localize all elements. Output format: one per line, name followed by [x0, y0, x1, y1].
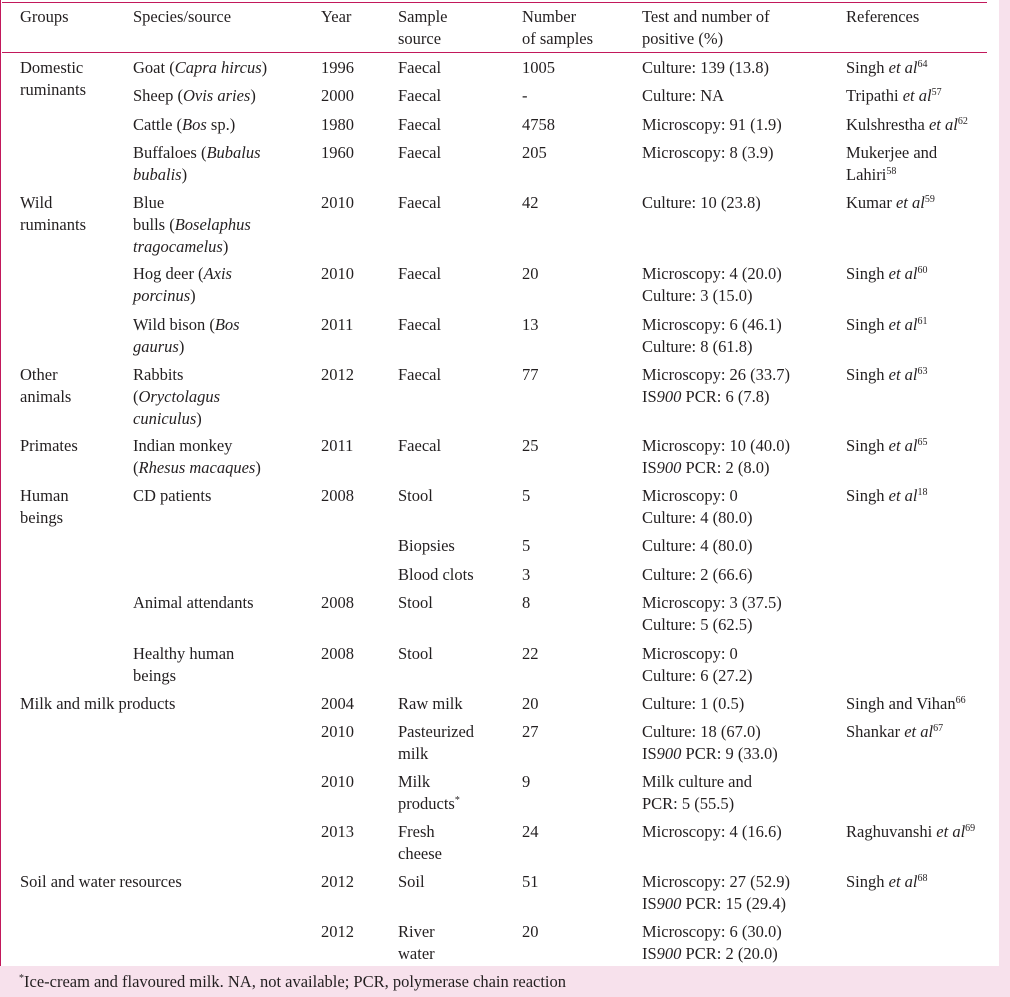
- reference-author: Tripathi: [846, 86, 899, 105]
- sample-source-text: Faecal: [398, 264, 442, 283]
- species-common-name: Indian monkey (: [133, 436, 233, 477]
- species-common-name: Sheep (: [133, 86, 183, 105]
- is900-number: 900: [656, 894, 682, 913]
- species-common-name: ): [261, 58, 268, 77]
- group-label: Milk and milk products: [20, 694, 176, 713]
- sample-source-cell: [398, 435, 441, 457]
- is900-number: 900: [656, 944, 682, 963]
- reference-number: 66: [955, 695, 966, 706]
- sample-source-text: Fresh cheese: [398, 822, 442, 863]
- test-result-cell: Microscopy: 26 (33.7) IS900 PCR: 6 (7.8): [642, 365, 791, 406]
- year-cell: 2010: [321, 264, 354, 283]
- sample-source-text: Milk products: [398, 772, 455, 813]
- reference-cell: [846, 364, 928, 386]
- reference-et-al: et al: [932, 822, 966, 841]
- reference-number: 65: [917, 437, 928, 448]
- is900-number: 900: [656, 458, 682, 477]
- reference-number: 64: [917, 59, 928, 70]
- species-common-name: Buffaloes (: [133, 143, 207, 162]
- test-result-cell: Microscopy: 0 Culture: 4 (80.0): [642, 486, 753, 527]
- reference-et-al: et al: [900, 722, 934, 741]
- year-cell: 1960: [321, 143, 354, 162]
- reference-et-al: et al: [891, 193, 925, 212]
- sample-count-cell: 27: [522, 722, 539, 741]
- sample-source-text: Faecal: [398, 143, 442, 162]
- reference-author: Singh: [846, 486, 885, 505]
- year-cell: 2012: [321, 872, 354, 891]
- sample-source-text: Blood clots: [398, 565, 474, 584]
- species-common-name: Wild bison (: [133, 315, 215, 334]
- sample-count-cell: 205: [522, 143, 547, 162]
- sample-count-cell: 25: [522, 436, 539, 455]
- reference-cell: [846, 85, 942, 107]
- footnote-text: Ice-cream and flavoured milk. NA, not available; PCR, polymerase chain reaction: [24, 972, 567, 991]
- species-cell: [133, 314, 240, 358]
- sample-count-cell: 13: [522, 315, 539, 334]
- reference-et-al: et al: [884, 486, 918, 505]
- header-sample-source: Sample source: [398, 7, 448, 48]
- year-cell: 2008: [321, 593, 354, 612]
- year-cell: 2010: [321, 772, 354, 791]
- reference-number: 59: [924, 194, 935, 205]
- footnote-ref: *: [454, 795, 460, 806]
- sample-source-cell: [398, 192, 441, 214]
- test-result-cell: Microscopy: 27 (52.9) IS900 PCR: 15 (29.4): [642, 872, 791, 913]
- year-cell: 2010: [321, 722, 354, 741]
- reference-et-al: et al: [884, 872, 918, 891]
- year-cell: 2011: [321, 436, 354, 455]
- species-cell: [133, 364, 220, 430]
- species-scientific-name: Capra hircus: [174, 58, 262, 77]
- species-common-name: ): [178, 337, 185, 356]
- reference-author: Singh: [846, 315, 885, 334]
- sample-source-text: Biopsies: [398, 536, 455, 555]
- species-common-name: sp.): [206, 115, 236, 134]
- test-result-cell: Microscopy: 8 (3.9): [642, 143, 774, 162]
- test-result-cell: Culture: 139 (13.8): [642, 58, 769, 77]
- reference-author: Kulshrestha: [846, 115, 925, 134]
- species-common-name: Healthy human beings: [133, 644, 235, 685]
- sample-source-cell: [398, 771, 460, 815]
- species-common-name: ): [181, 165, 188, 184]
- header-species: Species/source: [133, 7, 232, 26]
- species-common-name: ): [196, 409, 202, 428]
- reference-et-al: et al: [884, 58, 918, 77]
- sample-source-cell: [398, 485, 433, 507]
- test-result-cell: Microscopy: 3 (37.5) Culture: 5 (62.5): [642, 593, 782, 634]
- sample-source-text: Faecal: [398, 365, 442, 384]
- sample-count-cell: 42: [522, 193, 539, 212]
- reference-cell: [846, 314, 928, 336]
- sample-source-text: Faecal: [398, 86, 442, 105]
- species-scientific-name: Oryctolagus cuniculus: [133, 387, 221, 428]
- header-references: References: [846, 7, 920, 26]
- sample-source-text: Pasteurized milk: [398, 722, 475, 763]
- sample-count-cell: 8: [522, 593, 531, 612]
- sample-source-cell: [398, 364, 441, 386]
- species-cell: [133, 57, 267, 79]
- reference-author: Kumar: [846, 193, 892, 212]
- sample-source-text: Faecal: [398, 436, 442, 455]
- reference-cell: [846, 693, 966, 715]
- species-cell: [133, 592, 254, 614]
- sample-source-cell: [398, 114, 441, 136]
- species-scientific-name: Ovis aries: [182, 86, 251, 105]
- year-cell: 2012: [321, 365, 354, 384]
- sample-source-cell: [398, 821, 442, 865]
- species-cell: [133, 142, 261, 186]
- species-cell: [133, 643, 234, 687]
- sample-count-cell: 22: [522, 644, 539, 663]
- species-cell: [133, 85, 256, 107]
- header-rule: [2, 52, 987, 53]
- reference-cell: [846, 57, 928, 79]
- sample-count-cell: 5: [522, 536, 531, 555]
- reference-et-al: et al: [884, 365, 918, 384]
- sample-source-text: Stool: [398, 644, 433, 663]
- sample-count-cell: 20: [522, 694, 539, 713]
- reference-cell: [846, 485, 928, 507]
- year-cell: 2011: [321, 315, 354, 334]
- sample-count-cell: -: [522, 86, 528, 105]
- reference-et-al: et al: [884, 264, 918, 283]
- footnote-mark: *: [19, 973, 24, 984]
- species-common-name: Rabbits (: [133, 365, 184, 406]
- species-common-name: ): [255, 458, 261, 477]
- year-cell: 2004: [321, 694, 354, 713]
- sample-count-cell: 1005: [522, 58, 555, 77]
- sample-count-cell: 77: [522, 365, 539, 384]
- species-cell: [133, 485, 211, 507]
- sample-source-cell: [398, 57, 441, 79]
- sample-source-cell: [398, 142, 441, 164]
- sample-source-cell: [398, 721, 474, 765]
- reference-number: 60: [917, 265, 928, 276]
- test-result-cell: Microscopy: 4 (16.6): [642, 822, 782, 841]
- species-cell: [133, 263, 232, 307]
- year-cell: 1996: [321, 58, 354, 77]
- sample-source-cell: [398, 592, 433, 614]
- reference-number: 63: [917, 366, 928, 377]
- test-result-cell: Microscopy: 0 Culture: 6 (27.2): [642, 644, 753, 685]
- species-common-name: ): [190, 286, 196, 305]
- header-number-of-samples: Number of samples: [522, 7, 594, 48]
- sample-source-text: Faecal: [398, 315, 442, 334]
- reference-et-al: et al: [884, 315, 918, 334]
- species-scientific-name: Bos gaurus: [133, 315, 240, 356]
- sample-source-cell: [398, 693, 463, 715]
- reference-author: Singh: [846, 365, 885, 384]
- reference-cell: [846, 721, 943, 743]
- is900-number: 900: [656, 744, 682, 763]
- sample-source-text: Faecal: [398, 58, 442, 77]
- group-label: Domestic ruminants: [20, 58, 86, 99]
- species-scientific-name: Boselaphus tragocamelus: [133, 215, 251, 256]
- sample-count-cell: 9: [522, 772, 531, 791]
- reference-cell: [846, 192, 935, 214]
- sample-count-cell: 20: [522, 264, 539, 283]
- test-result-cell: Microscopy: 91 (1.9): [642, 115, 782, 134]
- species-common-name: CD patients: [133, 486, 212, 505]
- sample-source-cell: [398, 535, 455, 557]
- species-common-name: Cattle (: [133, 115, 183, 134]
- year-cell: 2008: [321, 486, 354, 505]
- group-label: Other animals: [20, 365, 72, 406]
- year-cell: 2010: [321, 193, 354, 212]
- species-common-name: Blue bulls (: [133, 193, 175, 234]
- reference-cell: [846, 142, 937, 186]
- species-common-name: Animal attendants: [133, 593, 254, 612]
- sample-count-cell: 51: [522, 872, 539, 891]
- reference-number: 62: [957, 116, 968, 127]
- reference-author: Singh: [846, 58, 885, 77]
- test-result-cell: Microscopy: 10 (40.0) IS900 PCR: 2 (8.0): [642, 436, 791, 477]
- sample-count-cell: 3: [522, 565, 531, 584]
- species-scientific-name: Axis porcinus: [133, 264, 232, 305]
- sample-source-text: Stool: [398, 593, 433, 612]
- species-scientific-name: Bos: [182, 115, 207, 134]
- sample-count-cell: 5: [522, 486, 531, 505]
- reference-number: 58: [886, 166, 897, 177]
- test-result-cell: Culture: NA: [642, 86, 725, 105]
- group-label: Soil and water resources: [20, 872, 182, 891]
- test-result-cell: Microscopy: 6 (30.0) IS900 PCR: 2 (20.0): [642, 922, 782, 963]
- sample-source-cell: [398, 871, 425, 893]
- header-test: Test and number of positive (%): [642, 7, 770, 48]
- test-result-cell: Culture: 4 (80.0): [642, 536, 753, 555]
- test-result-cell: Culture: 2 (66.6): [642, 565, 753, 584]
- sample-source-cell: [398, 85, 441, 107]
- species-common-name: Goat (: [133, 58, 175, 77]
- reference-author: Singh: [846, 436, 885, 455]
- sample-source-text: Stool: [398, 486, 433, 505]
- reference-author: Singh: [846, 264, 885, 283]
- reference-author: Singh: [846, 872, 885, 891]
- reference-author: Raghuvanshi: [846, 822, 933, 841]
- test-result-cell: Culture: 10 (23.8): [642, 193, 761, 212]
- sample-source-cell: [398, 314, 441, 336]
- reference-author: Mukerjee and Lahiri: [846, 143, 938, 184]
- reference-number: 68: [917, 873, 928, 884]
- header-year: Year: [321, 7, 352, 26]
- is900-number: 900: [656, 387, 682, 406]
- sample-source-cell: [398, 643, 433, 665]
- reference-number: 18: [917, 487, 928, 498]
- reference-number: 69: [965, 823, 976, 834]
- reference-author: Shankar: [846, 722, 901, 741]
- reference-et-al: et al: [884, 436, 918, 455]
- sample-count-cell: 4758: [522, 115, 555, 134]
- year-cell: 2008: [321, 644, 354, 663]
- species-common-name: ): [250, 86, 256, 105]
- species-cell: [133, 192, 251, 258]
- sample-count-cell: 20: [522, 922, 539, 941]
- species-cell: [133, 114, 235, 136]
- reference-cell: [846, 263, 928, 285]
- test-result-cell: Microscopy: 4 (20.0) Culture: 3 (15.0): [642, 264, 782, 305]
- sample-source-cell: [398, 564, 474, 586]
- sample-source-text: Soil: [398, 872, 425, 891]
- species-scientific-name: Rhesus macaques: [138, 458, 256, 477]
- reference-cell: [846, 435, 928, 457]
- group-label: Wild ruminants: [20, 193, 86, 234]
- reference-cell: [846, 821, 975, 843]
- test-result-cell: Microscopy: 6 (46.1) Culture: 8 (61.8): [642, 315, 782, 356]
- sample-source-cell: [398, 263, 441, 285]
- test-result-cell: Culture: 18 (67.0) IS900 PCR: 9 (33.0): [642, 722, 778, 763]
- footnote: [19, 971, 566, 993]
- sample-source-text: Raw milk: [398, 694, 463, 713]
- reference-cell: [846, 114, 968, 136]
- year-cell: 2012: [321, 922, 354, 941]
- sample-source-text: Faecal: [398, 115, 442, 134]
- year-cell: 2013: [321, 822, 354, 841]
- reference-et-al: et al: [898, 86, 932, 105]
- species-common-name: Hog deer (: [133, 264, 204, 283]
- group-label: Primates: [20, 436, 78, 455]
- reference-number: 61: [917, 316, 928, 327]
- header-groups: Groups: [20, 7, 69, 26]
- sample-source-text: Faecal: [398, 193, 442, 212]
- reference-number: 57: [931, 87, 942, 98]
- reference-cell: [846, 871, 928, 893]
- year-cell: 2000: [321, 86, 354, 105]
- sample-count-cell: 24: [522, 822, 539, 841]
- top-rule: [2, 2, 987, 3]
- sample-source-text: River water: [398, 922, 435, 963]
- species-common-name: ): [222, 237, 229, 256]
- species-cell: [133, 435, 261, 479]
- reference-et-al: et al: [924, 115, 958, 134]
- reference-author: Singh and Vihan: [846, 694, 956, 713]
- reference-number: 67: [933, 723, 944, 734]
- sample-source-cell: [398, 921, 435, 965]
- species-scientific-name: Bubalus bubalis: [133, 143, 261, 184]
- group-label: Human beings: [20, 486, 69, 527]
- year-cell: 1980: [321, 115, 354, 134]
- test-result-cell: Milk culture and PCR: 5 (55.5): [642, 772, 752, 813]
- test-result-cell: Culture: 1 (0.5): [642, 694, 745, 713]
